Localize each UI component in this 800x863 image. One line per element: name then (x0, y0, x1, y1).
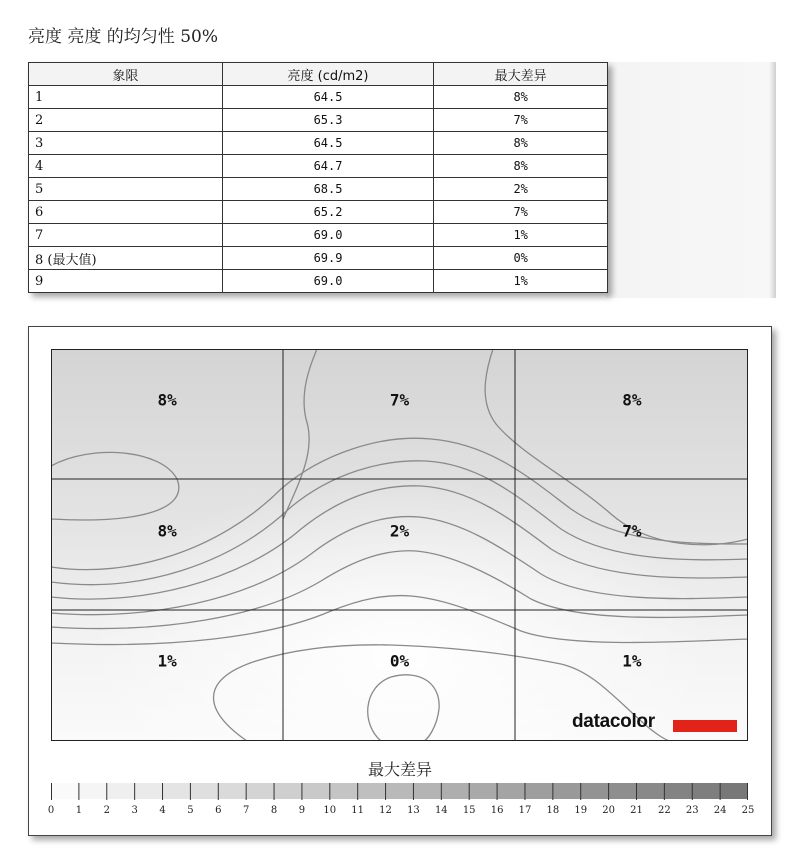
header-max-diff: 最大差异 (434, 63, 608, 86)
cell-quadrant: 5 (29, 178, 223, 201)
scale-segment (441, 783, 469, 799)
cell-quadrant: 7 (29, 224, 223, 247)
cell-luminance: 65.3 (222, 109, 434, 132)
scale-tick-label: 7 (242, 805, 250, 816)
cell-max-diff: 7% (434, 109, 608, 132)
scale-segment (413, 783, 441, 799)
cell-luminance: 69.9 (222, 247, 434, 270)
cell-quadrant: 4 (29, 155, 223, 178)
cell-quadrant: 2 (29, 109, 223, 132)
header-luminance: 亮度 (cd/m2) (222, 63, 434, 86)
scale-tick-label: 13 (407, 805, 420, 816)
quadrant-table (28, 62, 608, 293)
scale-tick-label: 8 (270, 805, 278, 816)
cell-max-diff: 8% (434, 86, 608, 109)
quadrant-value-label: 8% (622, 390, 642, 410)
scale-tick-label: 6 (215, 805, 222, 816)
scale-segment (79, 783, 107, 799)
color-scale (51, 783, 748, 801)
scale-tick-label: 15 (462, 805, 476, 816)
cell-max-diff: 8% (434, 155, 608, 178)
scale-labels (47, 805, 755, 819)
scale-segment (330, 783, 358, 799)
datacolor-logo: datacolor (572, 711, 655, 732)
scale-segment (246, 783, 274, 799)
cell-quadrant: 1 (29, 86, 223, 109)
scale-tick-label: 9 (298, 805, 306, 816)
cell-max-diff: 1% (434, 224, 608, 247)
quadrant-value-label: 8% (157, 521, 177, 541)
scale-tick-label: 25 (741, 805, 755, 816)
quadrant-value-label: 7% (389, 390, 410, 410)
uniformity-map-panel (28, 326, 772, 836)
quadrant-value-label: 2% (389, 521, 410, 541)
cell-max-diff: 7% (434, 201, 608, 224)
side-background (606, 62, 776, 298)
scale-tick-label: 0 (47, 805, 55, 816)
cell-quadrant: 6 (29, 201, 223, 224)
cell-luminance: 65.2 (222, 201, 434, 224)
scale-tick-label: 2 (103, 805, 110, 816)
quadrant-value-label: 1% (157, 651, 177, 671)
datacolor-logo-bar (673, 720, 737, 732)
scale-segment (469, 783, 497, 799)
scale-segment (581, 783, 609, 799)
table-row (29, 178, 608, 201)
scale-tick-label: 12 (379, 805, 392, 816)
scale-tick-label: 21 (630, 805, 643, 816)
scale-tick-label: 23 (685, 805, 699, 816)
scale-tick-label: 1 (75, 805, 83, 816)
quadrant-table-container (28, 62, 608, 293)
page-title: 亮度 亮度 的均匀性 50% (28, 27, 218, 47)
scale-title: 最大差异 (367, 760, 432, 779)
table-row (29, 270, 608, 293)
header-quadrant: 象限 (29, 63, 223, 86)
cell-quadrant: 8 (最大值) (29, 247, 223, 270)
scale-segment (664, 783, 692, 799)
table-row (29, 109, 608, 132)
scale-tick-label: 24 (713, 805, 727, 816)
scale-segment (609, 783, 637, 799)
scale-segment (163, 783, 191, 799)
scale-segment (190, 783, 218, 799)
scale-tick-label: 5 (187, 805, 194, 816)
scale-tick-label: 22 (657, 805, 671, 816)
scale-segment (497, 783, 525, 799)
scale-segment (720, 783, 748, 799)
cell-luminance: 69.0 (222, 270, 434, 293)
cell-max-diff: 0% (434, 247, 608, 270)
cell-luminance: 69.0 (222, 224, 434, 247)
scale-segment (302, 783, 330, 799)
scale-tick-label: 19 (574, 805, 588, 816)
cell-max-diff: 2% (434, 178, 608, 201)
table-row (29, 86, 608, 109)
table-header-row (29, 63, 608, 86)
quadrant-value-label: 7% (622, 521, 642, 541)
cell-max-diff: 8% (434, 132, 608, 155)
scale-tick-label: 14 (434, 805, 448, 816)
table-row (29, 132, 608, 155)
scale-segment (135, 783, 163, 799)
scale-segment (358, 783, 386, 799)
table-row (29, 201, 608, 224)
cell-luminance: 64.5 (222, 86, 434, 109)
cell-quadrant: 3 (29, 132, 223, 155)
scale-segment (692, 783, 720, 799)
table-row (29, 155, 608, 178)
scale-tick-label: 11 (351, 805, 365, 816)
quadrant-value-label: 1% (622, 651, 642, 671)
scale-segment (553, 783, 581, 799)
scale-tick-label: 4 (159, 805, 166, 816)
cell-max-diff: 1% (434, 270, 608, 293)
scale-segment (386, 783, 414, 799)
scale-segment (636, 783, 664, 799)
quadrant-value-label: 0% (389, 651, 410, 671)
scale-segment (525, 783, 553, 799)
cell-luminance: 64.5 (222, 132, 434, 155)
scale-tick-label: 10 (323, 805, 337, 816)
scale-segment (107, 783, 135, 799)
cell-quadrant: 9 (29, 270, 223, 293)
table-row (29, 247, 608, 270)
scale-segment (51, 783, 79, 799)
scale-tick-label: 16 (490, 805, 504, 816)
scale-tick-label: 3 (131, 805, 138, 816)
table-row (29, 224, 608, 247)
scale-tick-label: 20 (602, 805, 615, 816)
scale-segment (274, 783, 302, 799)
scale-tick-label: 18 (546, 805, 560, 816)
scale-segment (218, 783, 246, 799)
cell-luminance: 64.7 (222, 155, 434, 178)
quadrant-value-label: 8% (157, 390, 177, 410)
scale-tick-label: 17 (518, 805, 532, 816)
cell-luminance: 68.5 (222, 178, 434, 201)
